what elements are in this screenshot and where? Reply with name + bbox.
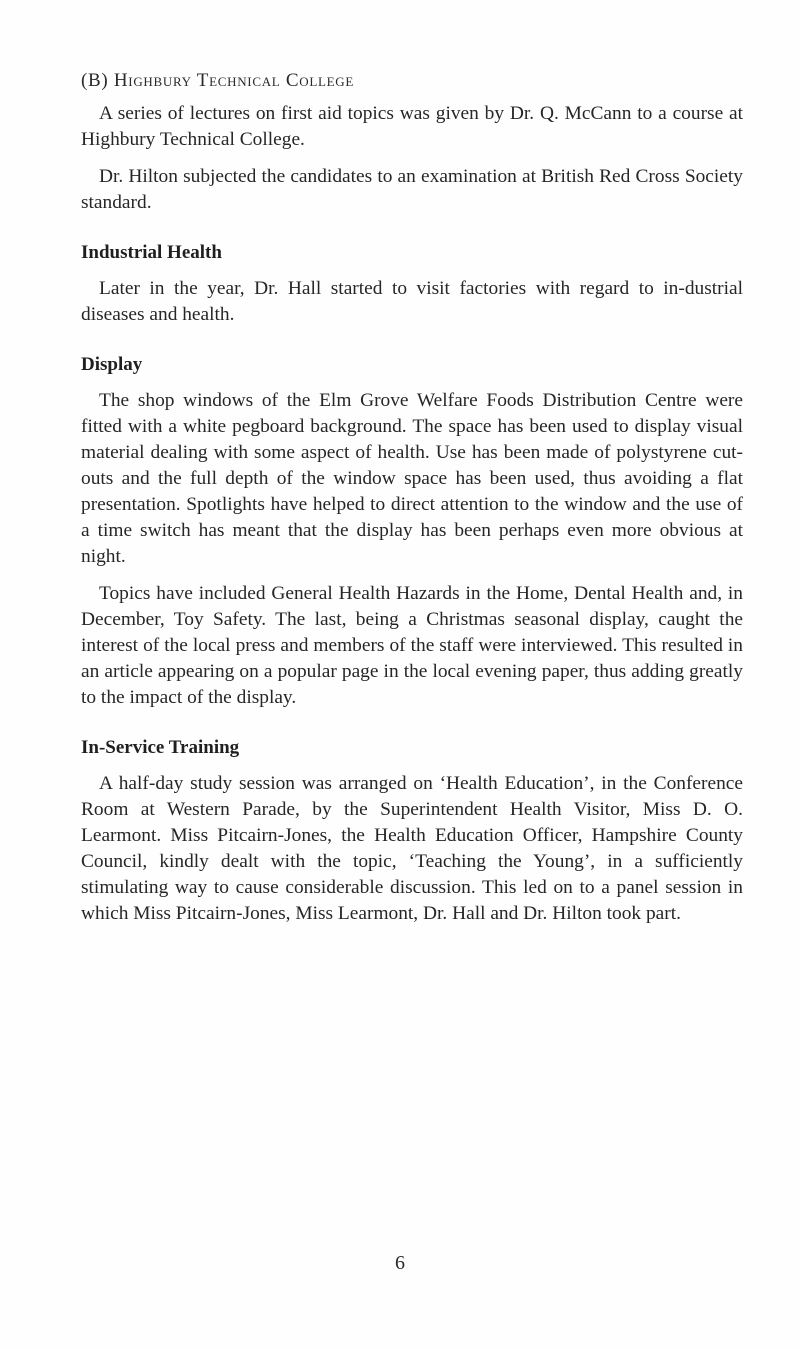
paragraph-examination: Dr. Hilton subjected the candidates to an examination at British Red Cross Society standard.	[81, 166, 743, 213]
page-number: 6	[395, 1252, 405, 1274]
paragraph-display-topics: Topics have included General Health Hazards in the Home, Dental Health and, in December, Toy Safety. The last, being a Christmas seasonal display, caught the interest of the local press and members of the staff were interviewed. This resulted in an article appearing on a popular page in the local evening paper, thus adding greatly to the impact of the display.	[81, 583, 743, 708]
paragraph-lectures: A series of lectures on first aid topics was given by Dr. Q. McCann to a course at Highbury Technical College.	[81, 103, 743, 150]
paragraph-display-windows: The shop windows of the Elm Grove Welfare Foods Distribution Centre were fitted with a white pegboard background. The space has been used to display visual material dealing with some aspect of health. Use has been made of polystyrene cut-outs and the full depth of the window space has been used, thus avoiding a flat presentation. Spotlights have helped to direct attention to the window and the use of a time switch has meant that the display has been perhaps even more obvious at night.	[81, 390, 743, 567]
paragraph-industrial-health: Later in the year, Dr. Hall started to visit factories with regard to in-dustrial diseases and health.	[81, 278, 743, 325]
page-content	[81, 66, 743, 927]
heading-display: Display	[81, 354, 143, 375]
heading-in-service-training: In-Service Training	[81, 737, 240, 758]
section-heading-highbury: (B) Highbury Technical College	[81, 70, 354, 91]
heading-industrial-health: Industrial Health	[81, 242, 222, 263]
paragraph-study-session: A half-day study session was arranged on ‘Health Education’, in the Conference Room at Western Parade, by the Superintendent Health Visitor, Miss D. O. Learmont. Miss Pitcairn-Jones, the Health Education Officer, Hampshire County Council, kindly dealt with the topic, ‘Teaching the Young’, in a sufficiently stimulating way to cause considerable discussion. This led on to a panel session in which Miss Pitcairn-Jones, Miss Learmont, Dr. Hall and Dr. Hilton took part.	[81, 773, 743, 924]
